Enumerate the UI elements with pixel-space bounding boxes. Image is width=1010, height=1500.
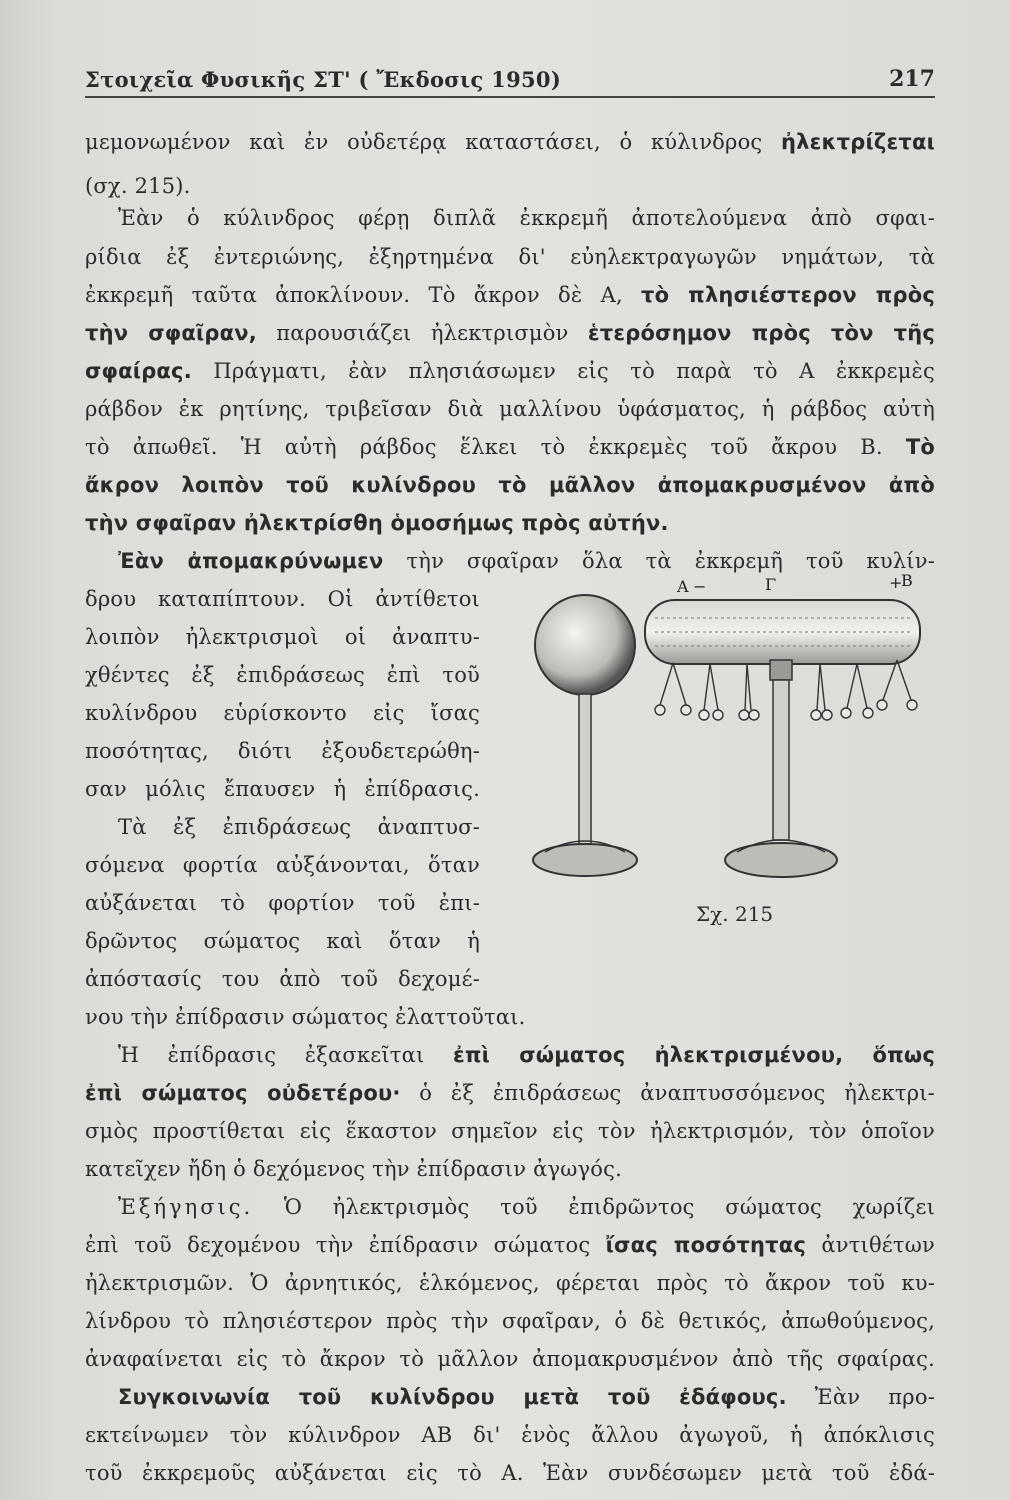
text-line: τὸ ἀπωθεῖ. Ἡ αὐτὴ ράβδος ἕλκει τὸ ἐκκρεμὲς τοῦ ἄκρου Β. Τὸ	[85, 435, 935, 459]
text-line: (σχ. 215).	[85, 174, 191, 198]
insulated-cylinder	[645, 600, 920, 877]
electroscope-figure	[505, 560, 935, 890]
text-line: κυλίνδρου εὑρίσκοντο εἰς ἴσας	[85, 701, 480, 725]
text-line: ποσότητας, διότι ἐξουδετερώθη-	[85, 739, 480, 763]
text-line: σφαίρας. Πράγματι, ἐὰν πλησιάσωμεν εἰς τὸ παρὰ τὸ Α ἐκκρεμὲς	[85, 359, 935, 383]
text-line: σμὸς προστίθεται εἰς ἕκαστον σημεῖον εἰς τὸν ἠλεκτρισμόν, τὸν ὁποῖον	[85, 1119, 935, 1143]
text-line: ράβδον ἐκ ρητίνης, τριβεῖσαν διὰ μαλλίνου ὑφάσματος, ἡ ράβδος αὐτὴ	[85, 397, 935, 421]
text-line: ἐκκρεμῆ ταῦτα ἀποκλίνουν. Τὸ ἄκρον δὲ Α, τὸ πλησιέστερον πρὸς	[85, 283, 935, 307]
text-line: Ἐὰν ὁ κύλινδρος φέρῃ διπλᾶ ἐκκρεμῆ ἀποτελούμενα ἀπὸ σφαι-	[118, 206, 935, 230]
text-line: Ἐξήγησις. Ὁ ἠλεκτρισμὸς τοῦ ἐπιδρῶντος σώματος χωρίζει	[118, 1195, 935, 1219]
label-a: Α	[677, 577, 689, 596]
text-line: Τὰ ἐξ ἐπιδράσεως ἀναπτυσ-	[118, 815, 480, 839]
text-line: ἄκρον λοιπὸν τοῦ κυλίνδρου τὸ μᾶλλον ἀπομακρυσμένον ἀπὸ	[85, 473, 935, 497]
text-line: τοῦ ἐκκρεμοῦς αὐξάνεται εἰς τὸ Α. Ἐὰν συνδέσωμεν μετὰ τοῦ ἐδά-	[85, 1461, 935, 1485]
text-line: λίνδρου τὸ πλησιέστερον πρὸς τὴν σφαῖραν, ὁ δὲ θετικός, ἀπωθούμενος,	[85, 1309, 935, 1333]
text-line: Ἐὰν ἀπομακρύνωμεν τὴν σφαῖραν ὅλα τὰ ἐκκρεμῆ τοῦ κυλίν-	[118, 549, 935, 573]
text-line: τὴν σφαῖραν ἠλεκτρίσθη ὁμοσήμως πρὸς αὐτήν.	[85, 511, 669, 535]
text-line: ἐπὶ τοῦ δεχομένου τὴν ἐπίδρασιν σώματος ἴσας ποσότητας ἀντιθέτων	[85, 1233, 935, 1257]
text-line: αὐξάνεται τὸ φορτίον τοῦ ἐπι-	[85, 891, 480, 915]
text-line: νου τὴν ἐπίδρασιν σώματος ἐλαττοῦται.	[85, 1005, 526, 1029]
text-line: μεμονωμένον καὶ ἐν οὐδετέρᾳ καταστάσει, ὁ κύλινδρος ἠλεκτρίζεται	[85, 130, 935, 154]
text-line: ἐπὶ σώματος οὐδετέρου· ὁ ἐξ ἐπιδράσεως ἀναπτυσσόμενος ἠλεκτρι-	[85, 1081, 935, 1105]
page-number: 217	[889, 66, 935, 92]
text-line: ἠλεκτρισμῶν. Ὁ ἀρνητικός, ἑλκόμενος, φέρεται πρὸς τὸ ἄκρον τοῦ κυ-	[85, 1271, 935, 1295]
charged-sphere-stand	[533, 595, 637, 876]
text-line: ἀναφαίνεται εἰς τὸ ἄκρον τὸ μᾶλλον ἀπομακρυσμένον ἀπὸ τῆς σφαίρας.	[85, 1347, 935, 1371]
running-title: Στοιχεῖα Φυσικῆς ΣΤ' ( Ἔκδοσις 1950)	[85, 67, 562, 92]
text-line: δρου καταπίπτουν. Οἱ ἀντίθετοι	[85, 587, 480, 611]
text-line: σαν μόλις ἔπαυσεν ἡ ἐπίδρασις.	[85, 777, 480, 801]
text-line: λοιπὸν ἠλεκτρισμοὶ οἱ ἀναπτυ-	[85, 625, 480, 649]
label-minus: −	[693, 577, 707, 596]
page-header	[85, 60, 935, 98]
text-line: δρῶντος σώματος καὶ ὅταν ἡ	[85, 929, 480, 953]
label-b: Β	[901, 571, 913, 590]
text-line: ρίδια ἐξ ἐντεριώνης, ἐξηρτημένα δι' εὐηλεκτραγωγῶν νημάτων, τὰ	[85, 245, 935, 269]
text-line: εκτείνωμεν τὸν κύλινδρον ΑΒ δι' ἑνὸς ἄλλου ἀγωγοῦ, ἡ ἀπόκλισις	[85, 1423, 935, 1447]
text-line: κατεῖχεν ἤδη ὁ δεχόμενος τὴν ἐπίδρασιν ἀγωγός.	[85, 1157, 622, 1181]
text-line: σόμενα φορτία αὐξάνονται, ὅταν	[85, 853, 480, 877]
text-line: ἀπόστασίς του ἀπὸ τοῦ δεχομέ-	[85, 967, 480, 991]
text-line: τὴν σφαῖραν, παρουσιάζει ἠλεκτρισμὸν ἑτερόσημον πρὸς τὸν τῆς	[85, 321, 935, 345]
text-line: Ἡ ἐπίδρασις ἐξασκεῖται ἐπὶ σώματος ἠλεκτρισμένου, ὅπως	[118, 1043, 935, 1067]
figure-caption: Σχ. 215	[696, 902, 774, 926]
label-plus: +	[889, 573, 903, 592]
text-line: χθέντες ἐξ ἐπιδράσεως ἐπὶ τοῦ	[85, 663, 480, 687]
label-gamma: Γ	[765, 575, 777, 594]
text-line: Συγκοινωνία τοῦ κυλίνδρου μετὰ τοῦ ἐδάφους. Ἐὰν προ-	[118, 1385, 935, 1409]
